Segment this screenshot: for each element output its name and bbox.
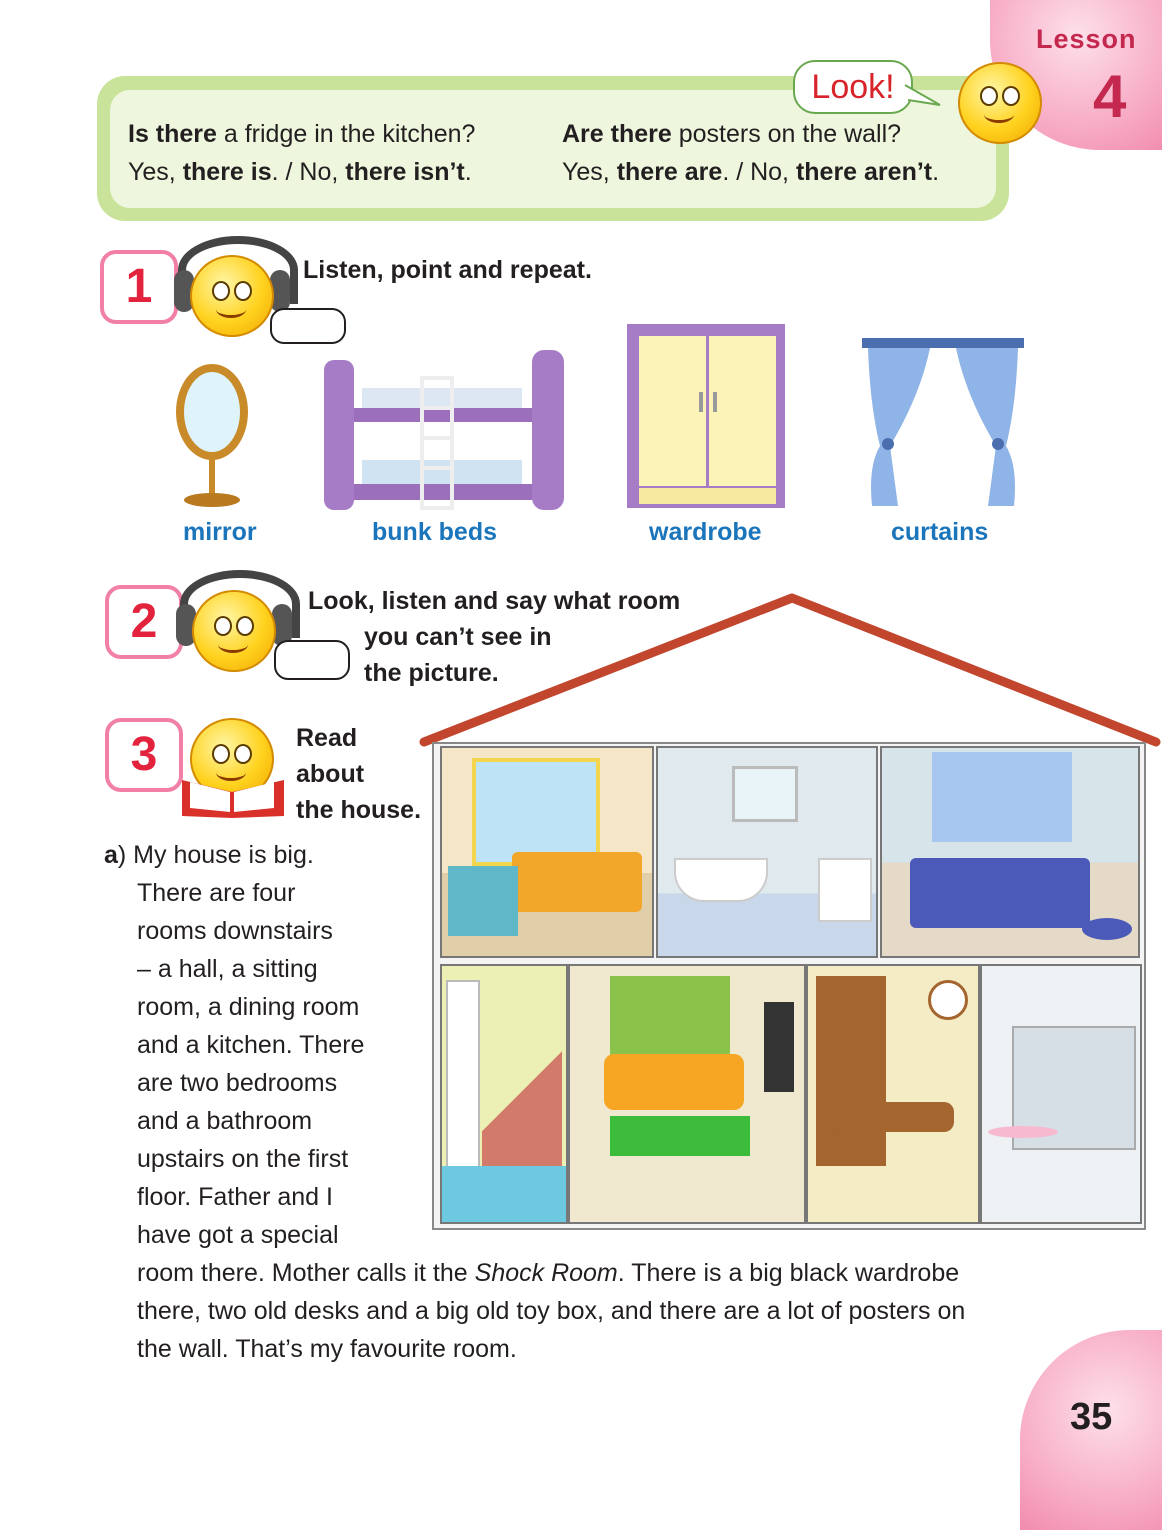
task-1-number: 1	[100, 250, 178, 324]
vocab-curtains: curtains	[891, 518, 989, 546]
speech-bubble	[270, 308, 346, 344]
room-kitchen	[980, 964, 1142, 1224]
task-2-line3: the picture.	[364, 659, 499, 687]
wardrobe-icon	[625, 322, 790, 512]
vocab-mirror: mirror	[183, 518, 257, 546]
look-bubble: Look!	[793, 60, 913, 114]
task-3-line2: about	[296, 760, 365, 788]
curtains-icon	[860, 336, 1026, 512]
mirror-icon	[165, 360, 265, 510]
paragraph-line-8: and a bathroom	[137, 1107, 313, 1135]
book-icon	[180, 770, 286, 820]
task-2-line1: Look, listen and say what room	[308, 587, 681, 615]
task-3-line3: the house.	[296, 796, 422, 824]
task-3-line1: Read	[296, 724, 358, 752]
room-bedroom-right	[880, 746, 1140, 958]
room-dining-room	[806, 964, 980, 1224]
bubble-tail-icon	[900, 80, 960, 110]
room-sitting-room	[568, 964, 806, 1224]
room-bedroom-left	[440, 746, 654, 958]
lesson-label: Lesson	[1036, 24, 1137, 54]
house-illustration	[432, 742, 1146, 1230]
look-right-text: Are there posters on the wall? Yes, there are. / No, there aren’t.	[562, 120, 940, 186]
house-roof	[418, 590, 1162, 750]
paragraph-line-1: a) My house is big.	[104, 841, 314, 869]
paragraph-line-5: room, a dining room	[137, 993, 360, 1021]
room-hall	[440, 964, 568, 1224]
paragraph-line-2: There are four	[137, 879, 296, 907]
smiley-icon	[958, 62, 1042, 144]
paragraph-line-10: floor. Father and I	[137, 1183, 333, 1211]
paragraph-line-7: are two bedrooms	[137, 1069, 338, 1097]
look-left-text: Is there a fridge in the kitchen? Yes, there is. / No, there isn’t.	[128, 120, 476, 186]
task-2-line2: you can’t see in	[364, 623, 552, 651]
vocab-wardrobe: wardrobe	[649, 518, 762, 546]
paragraph-line-13: there, two old desks and a big old toy box, and there are a lot of posters on	[137, 1297, 966, 1325]
paragraph-line-9: upstairs on the first	[137, 1145, 349, 1173]
paragraph-line-14: the wall. That’s my favourite room.	[137, 1335, 517, 1363]
lesson-number: 4	[1093, 63, 1127, 130]
paragraph-line-4: – a hall, a sitting	[137, 955, 318, 983]
paragraph-line-12: room there. Mother calls it the Shock Room. There is a big black wardrobe	[137, 1259, 960, 1287]
paragraph-line-3: rooms downstairs	[137, 917, 333, 945]
smiley-icon	[192, 590, 276, 672]
smiley-icon	[190, 255, 274, 337]
page-number: 35	[1070, 1396, 1113, 1438]
task-2-number: 2	[105, 585, 183, 659]
vocab-bunk-beds: bunk beds	[372, 518, 498, 546]
bunk-beds-icon	[322, 348, 567, 513]
room-bathroom	[656, 746, 878, 958]
paragraph-line-6: and a kitchen. There	[137, 1031, 365, 1059]
paragraph-line-11: have got a special	[137, 1221, 339, 1249]
task-1-instruction: Listen, point and repeat.	[303, 256, 592, 284]
speech-bubble	[274, 640, 350, 680]
task-3-number: 3	[105, 718, 183, 792]
